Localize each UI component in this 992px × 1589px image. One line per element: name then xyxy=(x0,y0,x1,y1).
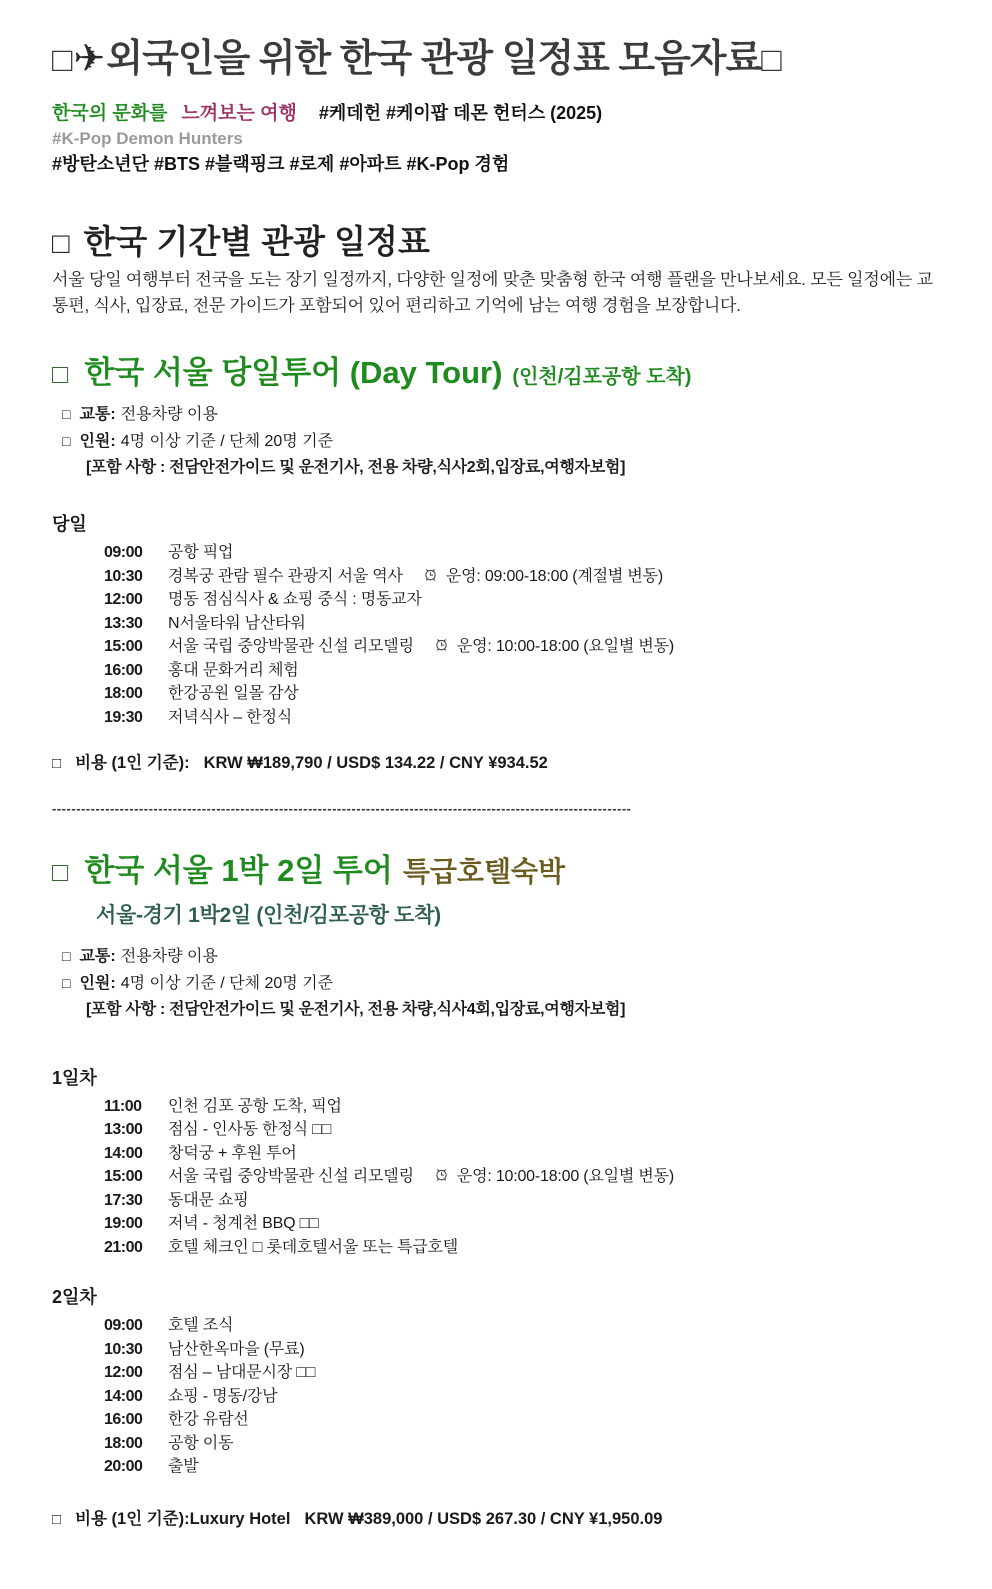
schedule-item xyxy=(52,1314,944,1338)
tour1-heading xyxy=(52,354,944,393)
price-value: KRW ₩189,790 / USD$ 134.22 / CNY ¥934.52 xyxy=(203,754,548,773)
schedule-note: 운영: 09:00-18:00 (계절별 변동) xyxy=(445,567,664,585)
schedule-time: 09:00 xyxy=(104,544,143,562)
schedule-time: 15:00 xyxy=(104,638,143,656)
tour1-transport-bullet xyxy=(52,401,944,428)
intro-tagline xyxy=(52,100,944,127)
schedule-text: 서울 국립 중앙박물관 신설 리모델링 xyxy=(168,638,414,656)
schedule-item xyxy=(52,659,944,683)
page-title-text: 외국인을 위한 한국 관광 일정표 모음자료 xyxy=(106,38,762,80)
schedule-time: 12:00 xyxy=(104,1364,143,1382)
schedule-item xyxy=(52,588,944,612)
schedule-time: 19:00 xyxy=(104,1215,143,1233)
alarm-clock-icon xyxy=(423,566,438,590)
bullet-text: 전용차량 이용 xyxy=(120,947,218,965)
overview-heading-text: 한국 기간별 관광 일정표 xyxy=(83,222,430,260)
tagline-plum-segment: 느껴보는 여행 xyxy=(181,102,297,124)
schedule-text: 한강 유람선 xyxy=(168,1411,249,1429)
box-glyph: □ xyxy=(52,227,70,260)
alarm-clock-icon xyxy=(434,1166,449,1190)
schedule-item xyxy=(52,1361,944,1385)
schedule-time: 21:00 xyxy=(104,1238,143,1256)
schedule-text: 명동 점심식사 & 쇼핑 중식 : 명동교자 xyxy=(168,591,422,609)
schedule-text: 저녁식사 – 한정식 xyxy=(168,708,292,726)
schedule-time: 16:00 xyxy=(104,1411,143,1429)
box-glyph: □ xyxy=(52,1510,62,1528)
schedule-item xyxy=(52,635,944,659)
schedule-time: 17:30 xyxy=(104,1191,143,1209)
schedule-time: 14:00 xyxy=(104,1387,143,1405)
schedule-text: 점심 - 인사동 한정식 □□ xyxy=(168,1121,332,1139)
schedule-item xyxy=(52,1212,944,1236)
schedule-item xyxy=(52,1095,944,1119)
schedule-text: 인천 김포 공항 도착, 픽업 xyxy=(168,1097,342,1115)
box-glyph: □ xyxy=(62,433,71,450)
bullet-label: 인원: xyxy=(79,433,116,451)
schedule-text: 호텔 체크인 □ 롯데호텔서울 또는 특급호텔 xyxy=(168,1238,459,1256)
schedule-text: 한강공원 일몰 감상 xyxy=(168,685,299,703)
box-glyph: □ xyxy=(52,41,72,79)
schedule-time: 12:00 xyxy=(104,591,143,609)
tagline-green-segment: 한국의 문화를 xyxy=(52,102,168,124)
bullet-label: 교통: xyxy=(79,947,116,965)
schedule-item xyxy=(52,565,944,589)
section-overview-heading xyxy=(52,222,944,262)
schedule-item xyxy=(52,1165,944,1189)
schedule-text: 공항 이동 xyxy=(168,1434,234,1452)
box-glyph: □ xyxy=(62,974,71,991)
schedule-time: 19:30 xyxy=(104,708,143,726)
schedule-time: 11:00 xyxy=(104,1097,142,1115)
box-glyph: □ xyxy=(52,359,69,390)
schedule-item xyxy=(52,1236,944,1260)
schedule-text: 경복궁 관람 필수 관광지 서울 역사 xyxy=(168,567,403,585)
price-label: 비용 (1인 기준): xyxy=(75,754,190,773)
schedule-note: 운영: 10:00-18:00 (요일별 변동) xyxy=(456,638,675,656)
schedule-text: 서울 국립 중앙박물관 신설 리모델링 xyxy=(168,1168,414,1186)
tour2-day1-label: 1일차 xyxy=(52,1067,97,1088)
price-value: KRW ₩389,000 / USD$ 267.30 / CNY ¥1,950.09 xyxy=(304,1509,663,1528)
schedule-item xyxy=(52,612,944,636)
schedule-time: 13:30 xyxy=(104,614,143,632)
bullet-text: 4명 이상 기준 / 단체 20명 기준 xyxy=(120,974,334,992)
schedule-item xyxy=(52,1142,944,1166)
tour2-subtitle: 서울-경기 1박2일 (인천/김포공항 도착) xyxy=(96,903,441,927)
schedule-time: 18:00 xyxy=(104,1434,143,1452)
bullet-label: 인원: xyxy=(79,974,116,992)
bullet-text: 4명 이상 기준 / 단체 20명 기준 xyxy=(120,433,334,451)
tour2-day2-label: 2일차 xyxy=(52,1287,97,1308)
box-glyph: □ xyxy=(52,755,62,773)
schedule-text: 창덕궁 + 후원 투어 xyxy=(168,1144,297,1162)
price-hotel-type: Luxury Hotel xyxy=(189,1509,291,1528)
intro-hashtag-line: #방탄소년단 #BTS #블랙핑크 #로제 #아파트 #K-Pop 경험 xyxy=(52,153,510,174)
schedule-text: 쇼핑 - 명동/강남 xyxy=(168,1387,278,1405)
schedule-text: 저녁 - 청계천 BBQ □□ xyxy=(168,1215,319,1233)
bullet-text: 전용차량 이용 xyxy=(120,406,218,424)
tour2-hotel-highlight: 특급호텔숙박 xyxy=(402,856,566,888)
schedule-time: 10:30 xyxy=(104,567,143,585)
schedule-text: 점심 – 남대문시장 □□ xyxy=(168,1364,316,1382)
alarm-clock-icon xyxy=(434,636,449,660)
schedule-text: 홍대 문화거리 체험 xyxy=(168,661,299,679)
schedule-time: 16:00 xyxy=(104,661,143,679)
schedule-time: 15:00 xyxy=(104,1168,143,1186)
bullet-label: 교통: xyxy=(79,406,116,424)
schedule-time: 10:30 xyxy=(104,1340,143,1358)
tour1-includes-line: [포함 사항 : 전담안전가이드 및 운전기사, 전용 차량,식사2회,입장료,여행자보험] xyxy=(86,459,626,477)
tour2-includes-line: [포함 사항 : 전담안전가이드 및 운전기사, 전용 차량,식사4회,입장료,여행자보험] xyxy=(86,1000,626,1018)
tour1-heading-text: 한국 서울 당일투어 (Day Tour) xyxy=(84,355,503,391)
tour2-price-line xyxy=(52,1505,944,1529)
price-label: 비용 (1인 기준): xyxy=(75,1509,190,1528)
box-glyph: □ xyxy=(62,406,71,423)
tour1-day-label: 당일 xyxy=(52,514,87,535)
schedule-text: 출발 xyxy=(168,1458,199,1476)
schedule-item xyxy=(52,541,944,565)
tour2-transport-bullet xyxy=(52,943,944,970)
schedule-text: 호텔 조식 xyxy=(168,1317,234,1335)
tour2-heading xyxy=(52,852,944,891)
tour1-heading-suffix: (인천/김포공항 도착) xyxy=(512,366,692,389)
box-glyph: □ xyxy=(52,857,69,888)
page-title xyxy=(52,36,944,84)
airplane-icon: ✈ xyxy=(73,38,105,80)
schedule-text: 공항 픽업 xyxy=(168,544,234,562)
tour2-heading-text: 한국 서울 1박 2일 투어 xyxy=(84,853,393,889)
schedule-item xyxy=(52,1118,944,1142)
schedule-item xyxy=(52,1455,944,1479)
schedule-time: 20:00 xyxy=(104,1458,143,1476)
schedule-item xyxy=(52,1338,944,1362)
intro-subtag-english: #K-Pop Demon Hunters xyxy=(52,128,243,148)
schedule-item xyxy=(52,1189,944,1213)
overview-paragraph: 서울 당일 여행부터 전국을 도는 장기 일정까지, 다양한 일정에 맞춘 맞춤형 한국 여행 플랜을 만나보세요. 모든 일정에는 교통편, 식사, 입장료, 전문 가이드가 포함되어 있어 편리하고 기억에 남는 여행 경험을 보장합니다. xyxy=(52,270,933,315)
schedule-text: 동대문 쇼핑 xyxy=(168,1191,249,1209)
schedule-time: 18:00 xyxy=(104,685,143,703)
schedule-time: 09:00 xyxy=(104,1317,143,1335)
schedule-item xyxy=(52,1432,944,1456)
section-divider: ------------------------------------------------------------------------------------------------------------------------ xyxy=(52,801,632,817)
schedule-item xyxy=(52,682,944,706)
schedule-item xyxy=(52,1408,944,1432)
schedule-text: N서울타워 남산타워 xyxy=(168,614,306,632)
tour1-price-line xyxy=(52,749,944,773)
schedule-text: 남산한옥마을 (무료) xyxy=(168,1340,305,1358)
tour2-people-bullet xyxy=(52,970,944,997)
schedule-time: 14:00 xyxy=(104,1144,143,1162)
box-glyph: □ xyxy=(62,947,71,964)
tagline-hashtags: #케데헌 #케이팝 데몬 헌터스 (2025) xyxy=(318,102,603,123)
tour1-people-bullet xyxy=(52,428,944,455)
schedule-time: 13:00 xyxy=(104,1121,143,1139)
box-glyph: □ xyxy=(761,41,781,79)
schedule-note: 운영: 10:00-18:00 (요일별 변동) xyxy=(456,1168,675,1186)
schedule-item xyxy=(52,706,944,730)
schedule-item xyxy=(52,1385,944,1409)
